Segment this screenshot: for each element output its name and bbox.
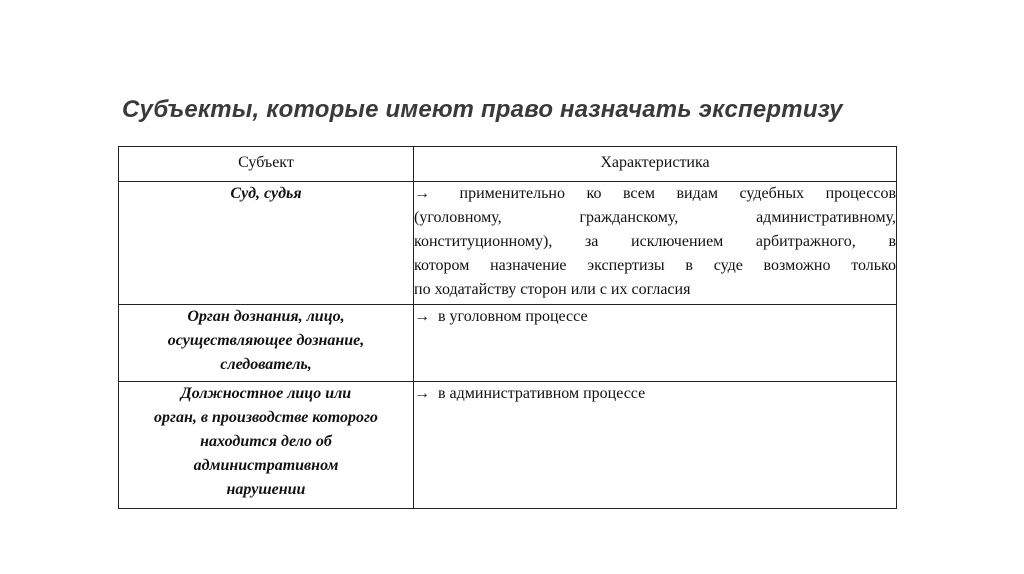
subjects-table bbox=[118, 146, 897, 509]
characteristic-line: котором назначение экспертизы в суде возможно только bbox=[414, 257, 896, 274]
subject-cell bbox=[119, 305, 414, 382]
subject-line: следователь, bbox=[220, 356, 312, 373]
characteristic-line: в уголовном процессе bbox=[438, 308, 588, 325]
characteristic-line: → применительно ко всем видам судебных процессов bbox=[414, 182, 896, 206]
subject-line: Должностное лицо или bbox=[180, 385, 352, 402]
arrow-icon: → bbox=[414, 185, 430, 202]
subject-line: орган, в производстве которого bbox=[154, 409, 378, 426]
characteristic-line: (уголовному, гражданскому, административному, bbox=[414, 209, 896, 226]
column-header-characteristic: Характеристика bbox=[414, 147, 897, 182]
arrow-icon: → bbox=[414, 385, 430, 402]
characteristic-cell bbox=[414, 382, 897, 509]
subject-cell bbox=[119, 182, 414, 305]
characteristic-cell bbox=[414, 182, 897, 305]
table-row bbox=[119, 382, 897, 509]
table-header-row bbox=[119, 147, 897, 182]
table-row bbox=[119, 305, 897, 382]
characteristic-cell bbox=[414, 305, 897, 382]
table-row bbox=[119, 182, 897, 305]
subject-line: находится дело об bbox=[200, 433, 332, 450]
subject-line: административном bbox=[193, 457, 339, 474]
subject-line: осуществляющее дознание, bbox=[167, 332, 365, 349]
subject-line: Суд, судья bbox=[230, 185, 302, 202]
page-title: Субъекты, которые имеют право назначать экспертизу bbox=[122, 96, 843, 123]
characteristic-line: в административном процессе bbox=[438, 385, 646, 402]
characteristic-line: по ходатайству сторон или с их согласия bbox=[414, 281, 691, 298]
subject-line: Орган дознания, лицо, bbox=[187, 308, 345, 325]
arrow-icon: → bbox=[414, 308, 430, 325]
column-header-subject: Субъект bbox=[119, 147, 414, 182]
characteristic-line: конституционному), за исключением арбитражного, в bbox=[414, 233, 896, 250]
subject-cell bbox=[119, 382, 414, 509]
subject-line: нарушении bbox=[226, 481, 306, 498]
